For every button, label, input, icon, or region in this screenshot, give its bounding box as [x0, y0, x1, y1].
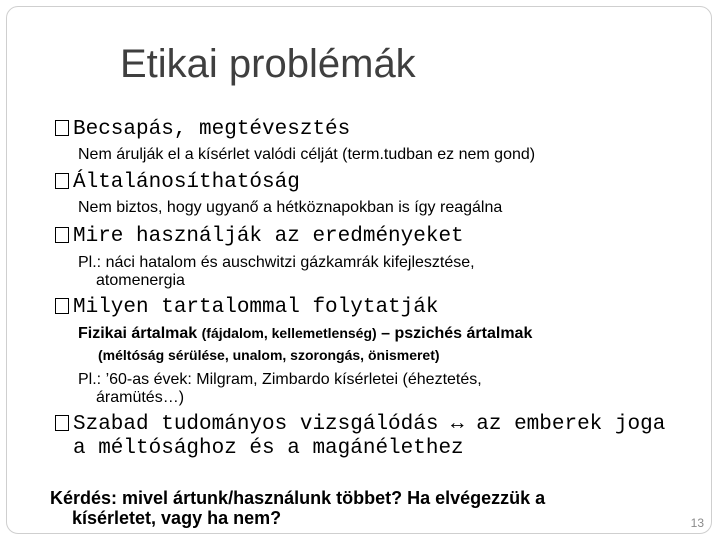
bullet-subtext-part: – pszichés ártalmak — [381, 325, 533, 342]
bullet-item — [55, 168, 300, 194]
bullet-subtext-part: Fizikai ártalmak — [78, 325, 198, 342]
question-text — [50, 488, 630, 528]
bullet-subtext-line: Nem árulják el a kísérlet valódi célját (term.tudban ez nem gond) — [78, 146, 536, 163]
bullet-subtext — [98, 346, 440, 365]
checkbox-bullet-icon — [55, 298, 69, 314]
checkbox-bullet-icon — [55, 173, 69, 189]
bullet-item — [55, 413, 685, 461]
bullet-subtext-line: Pl.: náci hatalom és auschwitzi gázkamrák kifejlesztése, — [78, 254, 475, 271]
bullet-item — [55, 115, 350, 141]
bullet-subtext-line: Nem biztos, hogy ugyanő a hétköznapokban is így reagálna — [78, 199, 503, 216]
checkbox-bullet-icon — [55, 415, 69, 431]
bullet-label: Mire használják az eredményeket — [73, 225, 464, 248]
bullet-subtext-line: (méltóság sérülése, unalom, szorongás, önismeret) — [98, 347, 440, 363]
bullet-label: a méltósághoz és a magánélethez — [73, 437, 464, 460]
bullet-subtext — [78, 199, 502, 217]
bullet-label: Általánosíthatóság — [73, 171, 300, 194]
bullet-label: Milyen tartalommal folytatják — [73, 296, 439, 319]
bullet-subtext — [78, 146, 535, 164]
bullet-subtext-part: (fájdalom, kellemetlenség) — [201, 325, 377, 341]
question-line: kísérletet, vagy ha nem? — [72, 508, 282, 528]
bullet-item — [55, 222, 464, 248]
bullet-label: Szabad tudományos vizsgálódás ↔ az emberek joga — [73, 413, 666, 436]
checkbox-bullet-icon — [55, 120, 69, 136]
bullet-item — [55, 293, 438, 319]
bullet-subtext-line: atomenergia — [96, 272, 185, 289]
bullet-subtext-line: áramütés…) — [96, 389, 185, 406]
checkbox-bullet-icon — [55, 227, 69, 243]
bullet-subtext — [78, 324, 532, 343]
bullet-subtext-line: Pl.: ’60-as évek: Milgram, Zimbardo kísérletei (éheztetés, — [78, 371, 482, 388]
bullet-subtext — [78, 371, 482, 407]
question-line: Kérdés: mivel ártunk/használunk többet? Ha elvégezzük a — [50, 488, 546, 508]
slide-title: Etikai problémák — [120, 42, 416, 86]
bullet-label: Becsapás, megtévesztés — [73, 118, 351, 141]
bullet-subtext — [78, 254, 475, 290]
page-number: 13 — [690, 516, 704, 530]
